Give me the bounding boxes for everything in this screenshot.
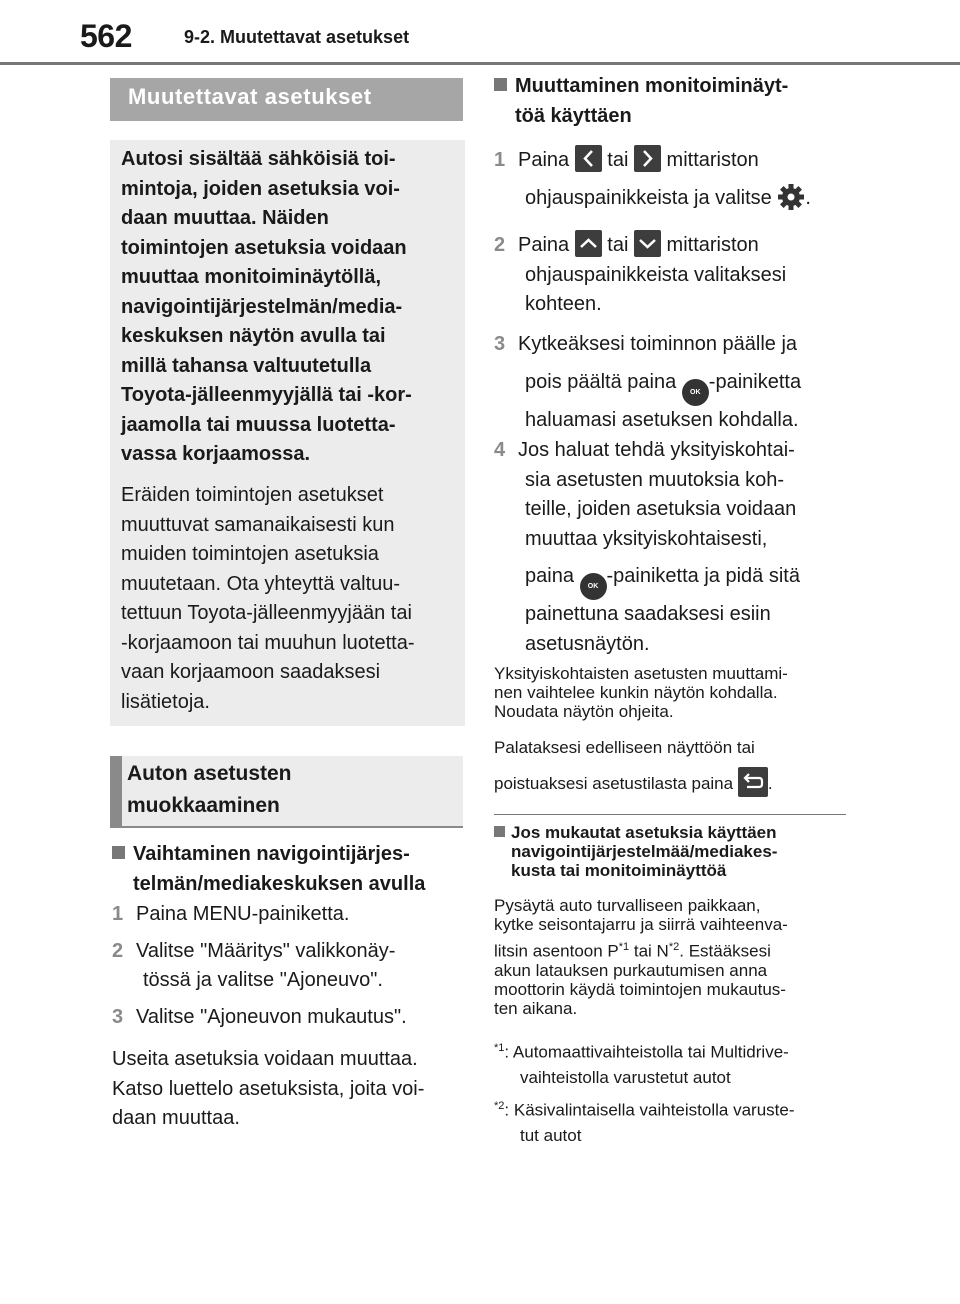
- page-number: 562: [80, 18, 132, 54]
- monitor-heading-line: töä käyttäen: [515, 104, 632, 127]
- footnote-mark: *2: [494, 1100, 505, 1112]
- footnote-2: [494, 1094, 795, 1148]
- monitor-step-3: [494, 330, 801, 435]
- step-text: asetusnäytön.: [525, 632, 650, 655]
- step-text: sia asetusten muutoksia koh-: [525, 468, 785, 491]
- step-number: 3: [494, 333, 506, 355]
- intro-line: muiden toimintojen asetuksia: [121, 543, 379, 565]
- outro-paragraph: [112, 1045, 424, 1134]
- warning-line: litsin asentoon P: [494, 941, 619, 961]
- note-line: poistuaksesi asetustilasta paina: [494, 774, 734, 793]
- step-text: ohjauspainikkeista ja valitse: [525, 187, 772, 209]
- subsection-title: [127, 758, 292, 822]
- intro-line: keskuksen näytön avulla tai: [121, 325, 386, 347]
- ok-button-icon: OK: [580, 573, 607, 600]
- step-text: haluamasi asetuksen kohdalla.: [525, 408, 799, 431]
- step-text: mittariston: [666, 149, 759, 171]
- step-text: Valitse "Määritys" valikkonäy-: [136, 939, 396, 962]
- intro-line: Autosi sisältää sähköisiä toi-: [121, 148, 396, 170]
- step-text: painettuna saadaksesi esiin: [525, 603, 771, 625]
- down-arrow-button-icon: [634, 230, 661, 257]
- footnote-text: vaihteistolla varustetut autot: [520, 1067, 731, 1087]
- warning-heading-line: navigointijärjestelmää/mediakes-: [511, 842, 778, 861]
- intro-line: toimintojen asetuksia voidaan: [121, 236, 407, 259]
- warning-heading-line: Jos mukautat asetuksia käyttäen: [511, 823, 777, 842]
- intro-line: tettuun Toyota-jälleenmyyjään tai: [121, 602, 412, 624]
- footnote-ref: *2: [668, 941, 680, 953]
- step-text: Valitse "Ajoneuvon mukautus".: [136, 1005, 407, 1028]
- step-number: 1: [494, 149, 506, 171]
- warning-body: [494, 896, 788, 1018]
- step-number: 3: [112, 1005, 124, 1028]
- step-text: Jos haluat tehdä yksityiskohtai-: [518, 439, 795, 461]
- intro-line: jaamolla tai muussa luotetta-: [121, 413, 396, 436]
- ok-button-icon: OK: [682, 379, 709, 406]
- outro-line: Useita asetuksia voidaan muuttaa.: [112, 1048, 418, 1070]
- intro-box: [110, 140, 465, 726]
- step-text: tai: [607, 149, 629, 171]
- subsection-box: [110, 756, 463, 828]
- square-bullet-icon: [112, 846, 125, 859]
- nav-steps: [112, 900, 407, 1032]
- intro-line: vassa korjaamossa.: [121, 443, 311, 465]
- outro-line: Katso luettelo asetuksista, joita voi-: [112, 1077, 425, 1100]
- step-text: tössä ja valitse "Ajoneuvo".: [143, 969, 383, 991]
- footnote-text: tut autot: [520, 1125, 582, 1145]
- note-line: Yksityiskohtaisten asetusten muuttami-: [494, 664, 788, 683]
- note-line: Noudata näytön ohjeita.: [494, 702, 674, 721]
- intro-line: muuttaa monitoiminäytöllä,: [121, 266, 382, 288]
- intro-line: navigointijärjestelmän/media-: [121, 295, 403, 318]
- subsection-title-line: muokkaaminen: [127, 794, 280, 817]
- back-button-icon: [738, 767, 768, 797]
- up-arrow-button-icon: [575, 230, 602, 257]
- monitor-step-4: [494, 436, 800, 659]
- intro-line: -korjaamoon tai muuhun luotetta-: [121, 631, 415, 654]
- nav-heading-line: Vaihtaminen navigointijärjes-: [133, 843, 410, 865]
- step-text: kohteen.: [525, 293, 602, 315]
- step-item: [112, 1003, 407, 1033]
- warning-line: moottorin käydä toimintojen mukautus-: [494, 979, 786, 999]
- step-text: Paina: [518, 234, 570, 256]
- step-number: 1: [112, 903, 124, 925]
- step-text: tai: [607, 234, 629, 256]
- footnote-1: [494, 1036, 789, 1090]
- step-item: [112, 900, 407, 930]
- intro-line: daan muuttaa. Näiden: [121, 207, 329, 229]
- gear-icon: [777, 183, 805, 211]
- step-text: muuttaa yksityiskohtaisesti,: [525, 527, 768, 550]
- square-bullet-icon: [494, 78, 507, 91]
- running-title: 9-2. Muutettavat asetukset: [184, 27, 410, 47]
- note-line: nen vaihtelee kunkin näytön kohdalla.: [494, 683, 778, 702]
- intro-line: mintoja, joiden asetuksia voi-: [121, 177, 400, 200]
- warning-line: ten aikana.: [494, 998, 578, 1018]
- footnote-ref: *1: [618, 941, 630, 953]
- monitor-step-1: [494, 145, 811, 214]
- footnote-text: : Käsivalintaisella vaihteistolla varuste-: [504, 1100, 795, 1120]
- divider: [494, 814, 846, 815]
- nav-heading-line: telmän/mediakeskuksen avulla: [133, 872, 426, 895]
- step-text: mittariston: [666, 234, 759, 256]
- step-text: ohjauspainikkeista valitaksesi: [525, 263, 787, 286]
- intro-line: lisätietoja.: [121, 690, 210, 713]
- right-arrow-button-icon: [634, 145, 661, 172]
- note-line: Palataksesi edelliseen näyttöön tai: [494, 738, 755, 757]
- header-rule: [0, 62, 960, 65]
- section-title: Muutettavat asetukset: [128, 84, 372, 109]
- note-line: .: [767, 774, 773, 793]
- outro-line: daan muuttaa.: [112, 1107, 240, 1129]
- warning-heading-line: kusta tai monitoiminäyttöä: [511, 861, 727, 880]
- step-text: paina: [525, 565, 574, 587]
- note-return: [494, 738, 773, 797]
- step-text: -painiketta ja pidä sitä: [606, 565, 800, 587]
- step-text: .: [805, 187, 811, 209]
- step-number: 2: [112, 939, 124, 962]
- note-detailed-settings: [494, 664, 788, 721]
- warning-line: akun latauksen purkautumisen anna: [494, 960, 768, 980]
- monitor-heading: [494, 72, 788, 131]
- step-text: -painiketta: [708, 370, 802, 393]
- intro-line: vaan korjaamoon saadaksesi: [121, 661, 381, 683]
- footnote-mark: *1: [494, 1042, 505, 1054]
- nav-heading: [112, 840, 425, 899]
- intro-regular: [121, 481, 415, 717]
- warning-line: kytke seisontajarru ja siirrä vaihteenva-: [494, 915, 788, 934]
- warning-line: . Estääksesi: [679, 941, 771, 961]
- step-text: pois päältä paina: [525, 370, 677, 393]
- step-text: Paina MENU-painiketta.: [136, 903, 350, 925]
- intro-line: muuttuvat samanaikaisesti kun: [121, 513, 395, 536]
- warning-line: tai N: [629, 941, 669, 961]
- intro-line: muutetaan. Ota yhteyttä valtuu-: [121, 572, 401, 595]
- square-bullet-icon: [494, 826, 505, 837]
- step-number: 2: [494, 234, 506, 256]
- step-item: [112, 937, 407, 996]
- intro-line: Eräiden toimintojen asetukset: [121, 484, 384, 506]
- section-title-bar: [110, 78, 463, 121]
- step-number: 4: [494, 439, 506, 461]
- left-arrow-button-icon: [575, 145, 602, 172]
- monitor-step-2: [494, 230, 786, 320]
- intro-bold: [121, 145, 412, 470]
- warning-line: Pysäytä auto turvalliseen paikkaan,: [494, 896, 761, 915]
- step-text: teille, joiden asetuksia voidaan: [525, 498, 797, 520]
- intro-line: Toyota-jälleenmyyjällä tai -kor-: [121, 384, 412, 406]
- step-text: Paina: [518, 149, 570, 171]
- subsection-title-line: Auton asetusten: [127, 762, 292, 785]
- intro-line: millä tahansa valtuutetulla: [121, 354, 372, 377]
- warning-heading: [494, 823, 777, 880]
- footnote-text: : Automaattivaihteistolla tai Multidrive-: [504, 1042, 789, 1062]
- step-text: Kytkeäksesi toiminnon päälle ja: [518, 333, 798, 355]
- monitor-heading-line: Muuttaminen monitoiminäyt-: [515, 75, 789, 97]
